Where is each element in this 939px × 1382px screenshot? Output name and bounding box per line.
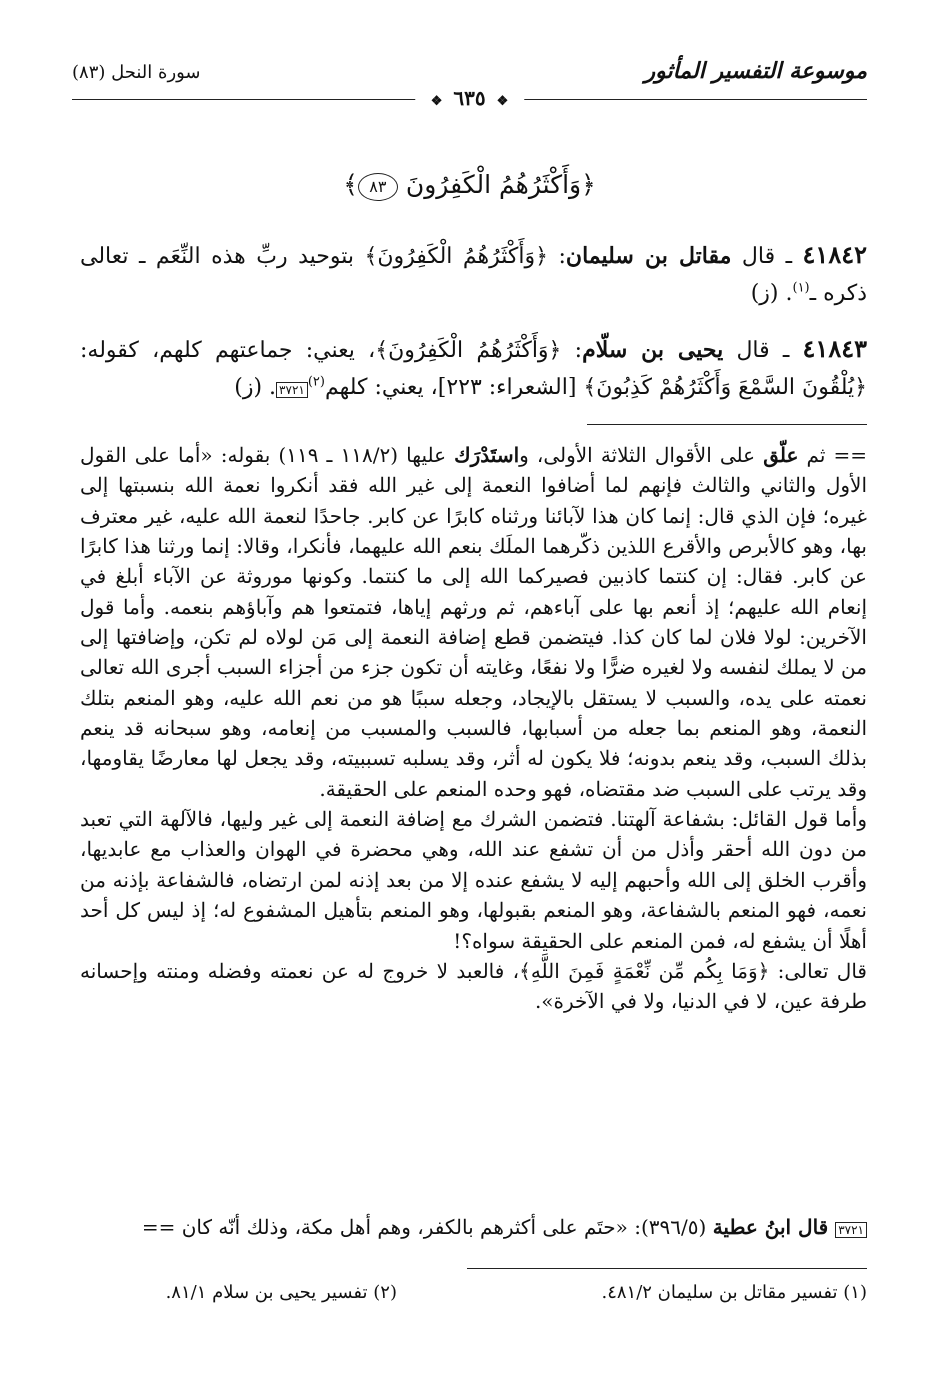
body-paragraph-1: عليها (١١٨/٢ ـ ١١٩) بقوله: «أما على القول الأول والثاني والثالث فإنهم لما أضافوا النعمة إلى غير الله فقد أنكروا نعمة الله بنسبتها إلى غيره؛ فإن الذي قال: إنما كان هذا لآبائنا ورثناه كابرًا عن كابر. جاحدًا لنعمة الله عليه، غير معترف بها، وهو كالأبرص والأقرع اللذين ذكّرهما الملَك بنعم الله عليهما، فأنكرا، وقالا: إنما ورثنا هذا كابرًا عن كابر. فقال: إن كنتما كاذبين فصيركما الله إلى ما كنتما. وكونها موروثة عن الآباء أبلغ في إنعام الله عليهم؛ إذ أنعم بها على آباءهم، ثم ورثهم إياها، فتمتعوا هم وآباؤهم بنعمه. وأما قول الآخرين: لولا فلان لما كان كذا. فيتضمن قطع إضافة النعمة إلى مَن لولاه لم تكن، وإضافتها إلى من لا يملك لنفسه ولا لغيره ضرًّا ولا نفعًا، وغايته أن تكون جزء من أجزاء السبب أجرى الله تعالى نعمته على يده، والسبب لا يستقل بالإيجاد، وجعله سببًا هو من نعم الله عليه، وهو المنعم بتلك النعمة، وهو المنعم بما جعله من أسبابها، فالسبب والمسبب من إنعامه، وهو سبحانه قد ينعم بذلك السبب، وقد ينعم بدونه؛ فلا يكون له أثر، وقد يسلبه تسببيته، وقد يجعل لها معارضًا يقاومها، وقد يرتب على السبب ضد مقتضاه، فهو وحده المنعم على الحقيقة. [80,443,868,801]
verse-number-mark: ٨٣ [358,173,398,201]
page-number: ٦٣٥ [453,86,486,110]
keyword-allaq: علّق [763,443,799,467]
commentary-number-box: ٣٧٢١ [835,1222,867,1238]
body-text-a: على الأقوال الثلاثة الأولى، و [519,443,764,467]
entry-text-2: ، يعني: كلهم [324,375,438,400]
entry-colon: : [561,338,583,363]
body-paragraph-3-b: ، فالعبد لا خروج له عن نعمته وفضله ومنته وإحسانه طرفة عين، لا في الدنيا، ولا في الآخرة». [80,958,867,1014]
quran-quote: ﴿وَأَكْثَرُهُمُ الْكَفِرُونَ﴾ [375,338,562,363]
entry-tail: . (ز) [750,281,793,306]
verse-close: ﴾ [343,170,358,199]
book-title: موسوعة التفسير المأثور [644,58,867,84]
entry-colon: : [548,244,566,269]
narrator-name: مقاتل بن سليمان [565,243,732,269]
commentary-ref-box: ٣٧٢١ [276,382,308,398]
quran-quote-3: ﴿وَمَا بِكُم مِّن نِّعْمَةٍ فَمِنَ اللَّهِ﴾ [519,958,770,983]
footnote-separator [467,1268,867,1269]
footnotes [72,1282,867,1312]
footnote-ref: (٢) [307,374,325,390]
ornament-right-icon: ❖ [496,94,509,109]
entry-number: ٤١٨٤٢ [802,240,867,269]
commentary-body [80,440,867,1017]
ornament-left-icon: ❖ [430,94,443,109]
entry-41843 [80,330,867,406]
quran-quote: ﴿وَأَكْثَرُهُمُ الْكَفِرُونَ﴾ [364,244,548,269]
footnote-1: (١) تفسير مقاتل بن سليمان ٤٨١/٢. [601,1282,867,1303]
entry-intro: ـ قال [723,338,803,363]
keyword-istadrak: استَدْرَك [454,443,520,467]
continuation-mark: == ثم [798,443,868,467]
entry-41842 [80,236,867,312]
quran-quote-2: ﴿يُلْقُونَ السَّمْعَ وَأَكْثَرُهُمْ كَذِبُونَ﴾ [583,375,867,400]
verse-text: ﴿وَأَكْثَرُهُمُ الْكَفِرُونَ [405,170,596,199]
verse-heading [72,170,867,201]
commentary-line-3721 [72,1212,867,1242]
footnote-ref: (١) [792,280,810,296]
entry-text: ، يعني: جماعتهم كلهم، كقوله: [80,338,376,363]
body-paragraph-3-a: قال تعالى: [769,958,867,983]
body-paragraph-2: وأما قول القائل: بشفاعة آلهتنا. فتضمن الشرك مع إضافة النعمة إلى غير وليها، فالآلهة التي تعبد من دون الله أحقر وأذل من أن تشفع عند الله، وهي محضرة في الهوان والعذاب مع عابديها، وأقرب الخلق إلى الله وأحبهم إليه لا يشفع عنده إلا من بعد إذنه لمن ارتضاه، فالشفاعة بإذنه من نعمه، فهو المنعم بالشفاعة، وهو المنعم بقبولها، وهو المنعم بتأهيل المشفوع له؛ إذ ليس كل أحد أهلًا أن يشفع له، فمن المنعم على الحقيقة سواه؟! [80,807,867,953]
surah-reference: [الشعراء: ٢٢٣] [437,375,584,400]
entry-text: بتوحيد ربِّ هذه النِّعَم ـ تعالى ذكره ـ [80,244,867,306]
commentary-text: (٣٩٦/٥): «حتَم على أكثرهم بالكفر، وهم أهل مكة، وذلك أنّه كان == [141,1215,713,1239]
surah-title: سورة النحل (٨٣) [72,62,201,83]
entry-number: ٤١٨٤٣ [802,334,867,363]
entry-tail: . (ز) [234,375,277,400]
entry-intro: ـ قال [731,244,803,269]
page-number-box [415,86,524,110]
narrator-name: يحيى بن سلّام [582,337,724,363]
commentary-separator [587,424,867,425]
commentator-name: قال ابنُ عطية [712,1215,836,1239]
footnote-2: (٢) تفسير يحيى بن سلام ٨١/١. [165,1282,397,1303]
